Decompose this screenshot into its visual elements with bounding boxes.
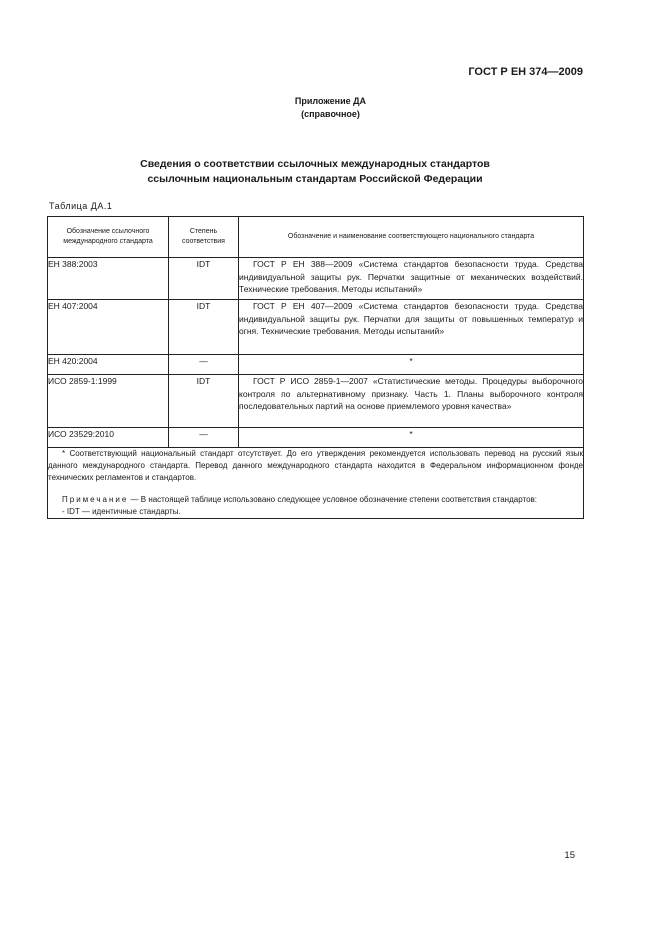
header-degree: Степень соответствия — [169, 217, 239, 258]
cell-national-standard: * — [239, 355, 584, 375]
table-row — [48, 258, 584, 300]
cell-degree: — — [169, 428, 239, 448]
annex-header — [0, 95, 661, 121]
heading-line-2: ссылочным национальным стандартам Российской Федерации — [147, 173, 483, 185]
cell-intl-standard: ЕН 420:2004 — [48, 355, 169, 375]
page-number: 15 — [564, 850, 575, 861]
annex-subtitle: (справочное) — [301, 109, 360, 119]
table-row — [48, 428, 584, 448]
document-code: ГОСТ Р ЕН 374—2009 — [468, 66, 583, 78]
note-item: - IDT — идентичные стандарты. — [62, 507, 181, 516]
note — [48, 494, 583, 506]
national-standard-text: ГОСТ Р ИСО 2859-1—2007 «Статистические методы. Процедуры выборочного контроля по альтернативному признаку. Часть 1. Планы выборочного контроля последовательных партий на основе приемлемого уровня качества» — [239, 376, 583, 411]
cell-national-standard — [239, 258, 584, 300]
annex-title: Приложение ДА — [294, 96, 367, 106]
table-header-row — [48, 217, 584, 258]
cell-degree: IDT — [169, 375, 239, 428]
national-standard-text: ГОСТ Р ЕН 407—2009 «Система стандартов безопасности труда. Средства индивидуальной защиты рук. Перчатки для защиты от повышенных температур и огня. Технические требования. Методы испытаний» — [239, 301, 583, 336]
table-caption: Таблица ДА.1 — [49, 201, 113, 211]
cell-degree: IDT — [169, 258, 239, 300]
table-notes-row — [48, 448, 584, 519]
footnote: * Соответствующий национальный стандарт отсутствует. До его утверждения рекомендуется использовать перевод на русский язык данного международного стандарта. Перевод данного международного стандарта находится в Федеральном информационном фонде технических регламентов и стандартов. — [48, 449, 583, 482]
cell-intl-standard: ЕН 407:2004 — [48, 300, 169, 355]
note-label: Примечание — [62, 495, 129, 504]
header-intl-standard: Обозначение ссылочного международного стандарта — [48, 217, 169, 258]
cell-national-standard — [239, 300, 584, 355]
note-text: — В настоящей таблице использовано следующее условное обозначение степени соответствия стандартов: — [128, 495, 537, 504]
cell-intl-standard: ЕН 388:2003 — [48, 258, 169, 300]
cell-intl-standard: ИСО 23529:2010 — [48, 428, 169, 448]
national-standard-text: ГОСТ Р ЕН 388—2009 «Система стандартов безопасности труда. Средства индивидуальной защиты рук. Перчатки защитные от механических воздействий. Технические требования. Методы испытаний» — [239, 259, 583, 294]
heading-line-1: Сведения о соответствии ссылочных международных стандартов — [140, 158, 490, 170]
table-notes — [48, 448, 584, 519]
correspondence-table — [47, 216, 584, 519]
cell-national-standard: * — [239, 428, 584, 448]
cell-degree: — — [169, 355, 239, 375]
section-heading — [0, 157, 630, 187]
cell-degree: IDT — [169, 300, 239, 355]
table-row — [48, 300, 584, 355]
cell-intl-standard: ИСО 2859-1:1999 — [48, 375, 169, 428]
header-national-standard: Обозначение и наименование соответствующего национального стандарта — [239, 217, 584, 258]
cell-national-standard — [239, 375, 584, 428]
table-row — [48, 375, 584, 428]
table-row — [48, 355, 584, 375]
